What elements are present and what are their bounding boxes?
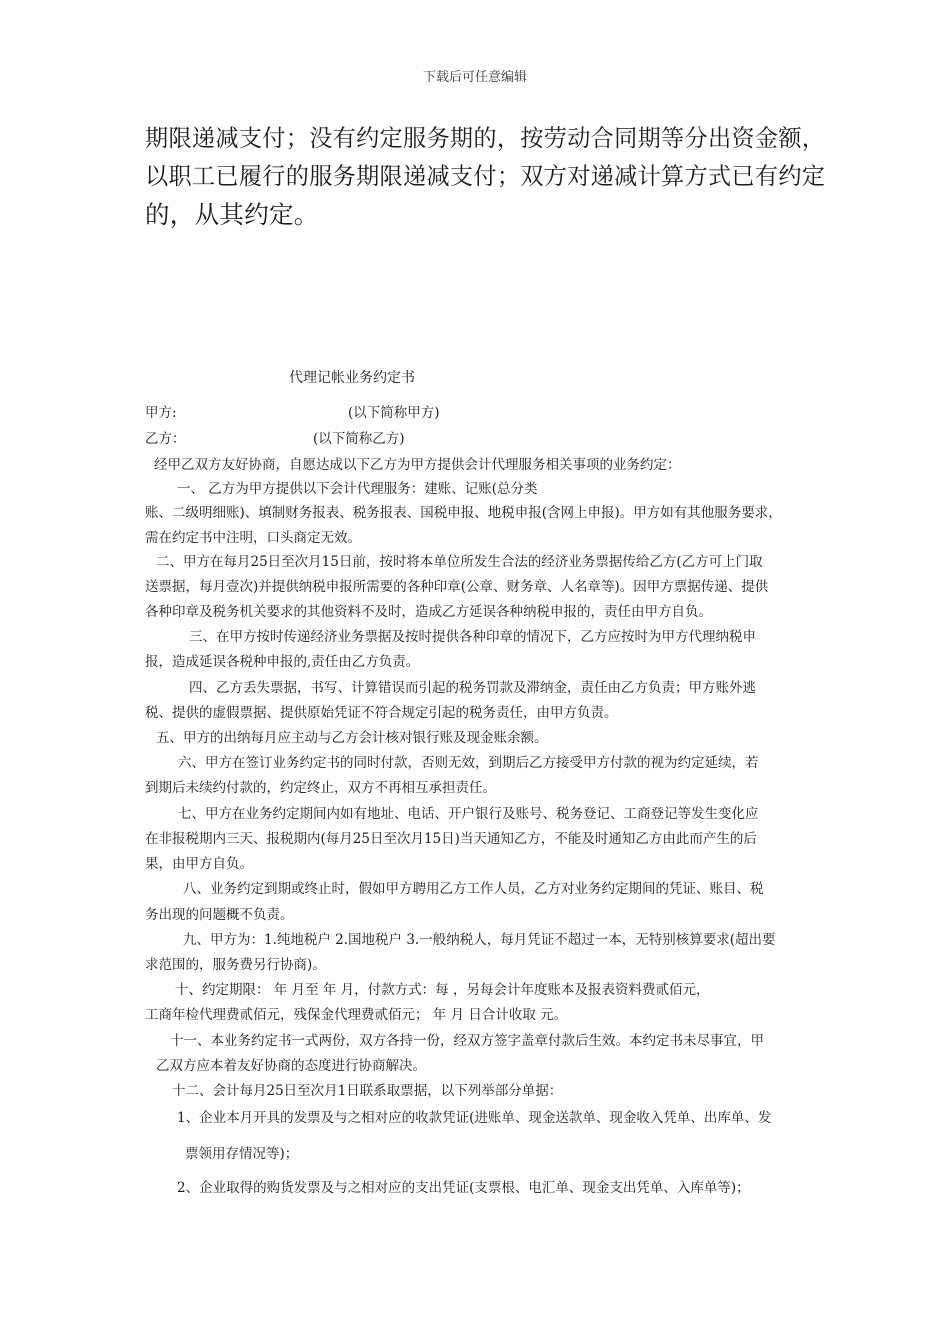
body-line: 十二、会计每月25日至次月1日联系取票据，以下列举部分单据： (172, 1083, 563, 1099)
party-a-label: 甲方: (145, 405, 177, 421)
party-b-label: 乙方： (145, 431, 186, 447)
body-line: 十一、本业务约定书一式两份，双方各持一份，经双方签字盖章付款后生效。本约定书未尽事宜，甲 (170, 1033, 764, 1049)
document-title: 代理记帐业务约定书 (289, 370, 415, 386)
body-line: 需在约定书中注明，口头商定无效。 (145, 530, 361, 546)
body-line: 三、在甲方按时传递经济业务票据及按时提供各种印章的情况下，乙方应按时为甲方代理纳税申 (189, 629, 756, 645)
party-a-note: (以下简称甲方) (348, 405, 440, 421)
body-line: 七、甲方在业务约定期间内如有地址、电话、开户银行及账号、税务登记、工商登记等发生变化应 (178, 806, 759, 822)
page-header: 下载后可任意编辑 (422, 70, 527, 85)
body-line: 求范围的，服务费另行协商)。 (145, 957, 326, 973)
body-line: 一、 乙方为甲方提供以下会计代理服务：建账、记账(总分类 (177, 481, 538, 497)
body-line: 各种印章及税务机关要求的其他资料不及时，造成乙方延误各种纳税申报的，责任由甲方自负。 (145, 604, 712, 620)
body-line: 工商年检代理费贰佰元，残保金代理费贰佰元； 年 月 日合计收取 元。 (145, 1007, 568, 1023)
body-line: 报，造成延误各税种申报的,责任由乙方负责。 (145, 654, 420, 670)
body-line: 乙双方应本着友好协商的态度进行协商解决。 (156, 1058, 426, 1074)
intro-line: 以职工已履行的服务期限递减支付；双方对递减计算方式已有约定 (145, 163, 826, 190)
body-line: 四、乙方丢失票据，书写、计算错误而引起的税务罚款及滞纳金，责任由乙方负责；甲方账外逃 (189, 680, 756, 696)
body-line: 五、甲方的出纳每月应主动与乙方会计核对银行账及现金账余额。 (156, 730, 548, 746)
body-line: 十、约定期限： 年 月至 年 月，付款方式：每 ，另每会计年度账本及报表资料费贰佰元， (175, 982, 710, 998)
body-line: 1、企业本月开具的发票及与之相对应的收款凭证(进账单、现金送款单、现金收入凭单、出库单、发 (177, 1110, 772, 1126)
party-b-note: (以下简称乙方) (313, 431, 405, 447)
intro-line: 期限递减支付；没有约定服务期的，按劳动合同期等分出资金额， (145, 125, 826, 152)
body-line: 二、甲方在每月25日至次月15日前，按时将本单位所发生合法的经济业务票据传给乙方(乙方可上门取 (156, 554, 763, 570)
body-line: 经甲乙双方友好协商，自愿达成以下乙方为甲方提供会计代理服务相关事项的业务约定： (154, 457, 681, 473)
body-line: 在非报税期内三天、报税期内(每月25日至次月15日)当天通知乙方，不能及时通知乙方由此而产生的后 (145, 831, 757, 847)
body-line: 八、业务约定到期或终止时，假如甲方聘用乙方工作人员，乙方对业务约定期间的凭证、账目、税 (183, 881, 764, 897)
body-line: 六、甲方在签订业务约定书的同时付款，否则无效，到期后乙方接受甲方付款的视为约定延续，若 (178, 755, 759, 771)
body-line: 账、二级明细账)、填制财务报表、税务报表、国税申报、地税申报(含网上申报)。甲方如有其他服务要求， (145, 505, 782, 521)
body-line: 税、提供的虚假票据、提供原始凭证不符合规定引起的税务责任，由甲方负责。 (145, 705, 618, 721)
body-line: 果，由甲方自负。 (145, 856, 253, 872)
body-line: 票领用存情况等)； (185, 1146, 299, 1162)
body-line: 到期后未续约付款的，约定终止，双方不再相互承担责任。 (145, 780, 496, 796)
body-line: 2、企业取得的购货发票及与之相对应的支出凭证(支票根、电汇单、现金支出凭单、入库单等)； (177, 1180, 750, 1196)
body-line: 送票据，每月壹次)并提供纳税申报所需要的各种印章(公章、财务章、人名章等)。因甲方票据传递、提供 (145, 579, 769, 595)
body-line: 九、甲方为：1.纯地税户 2.国地税户 3.一般纳税人，每月凭证不超过一本，无特别核算要求(超出要 (183, 932, 776, 948)
intro-paragraph (145, 120, 825, 234)
body-line: 务出现的问题概不负责。 (145, 907, 294, 923)
intro-line: 的，从其约定。 (145, 200, 319, 229)
